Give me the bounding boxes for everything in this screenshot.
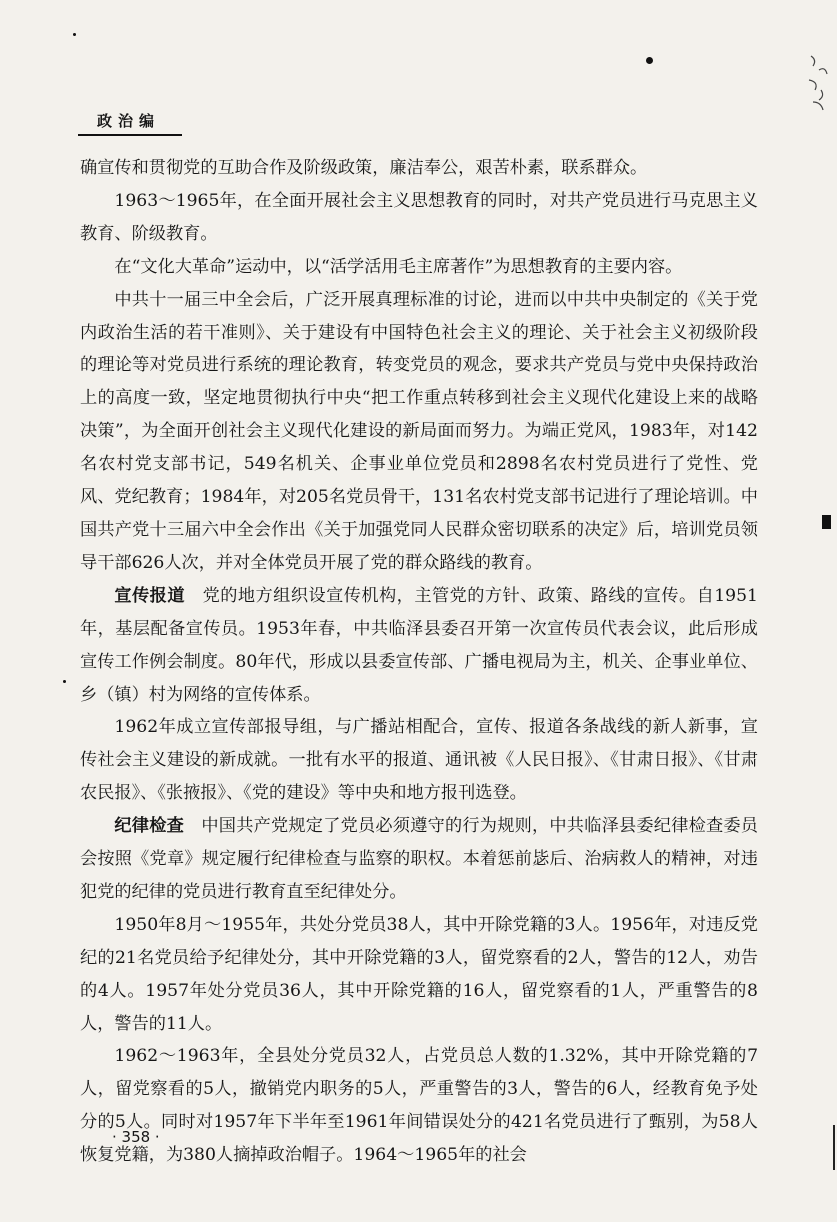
paragraph — [80, 284, 758, 580]
section-heading: 纪律检查 — [114, 816, 184, 837]
scan-edge — [833, 1125, 835, 1170]
paragraph — [80, 1040, 758, 1172]
paragraph-text: 1962～1963年，全县处分党员32人，占党员总人数的1.32%，其中开除党籍的7人，留党察看的5人，撤销党内职务的5人，严重警告的3人，警告的6人，经教育免予处分的5人。同时对1957年下半年至1961年间错误处分的421名党员进行了甄别，为58人恢复党籍，为380人摘掉政治帽子。1964～1965年的社会 — [80, 1046, 758, 1166]
scan-speck — [63, 680, 66, 683]
paragraph-text: 中国共产党规定了党员必须遵守的行为规则，中共临泽县委纪律检查委员会按照《党章》规定履行纪律检查与监察的职权。本着惩前毖后、治病救人的精神，对违犯党的纪律的党员进行教育直至纪律处分。 — [80, 816, 758, 902]
scan-speck — [73, 33, 76, 36]
page-number: · 358 · — [112, 1128, 160, 1146]
paragraph — [80, 810, 758, 909]
paragraph-text: 1963～1965年，在全面开展社会主义思想教育的同时，对共产党员进行马克思主义教育、阶级教育。 — [80, 190, 758, 244]
scan-mark — [822, 515, 831, 529]
paragraph — [80, 909, 758, 1041]
scan-speck — [646, 57, 653, 64]
paragraph — [80, 185, 758, 251]
paragraph — [80, 251, 758, 284]
body-text — [80, 152, 758, 1172]
paragraph-text: 1950年8月～1955年，共处分党员38人，其中开除党籍的3人。1956年，对违反党纪的21名党员给予纪律处分，其中开除党籍的3人，留党察看的2人，警告的12人，劝告的4人。1957年处分党员36人，其中开除党籍的16人，留党察看的1人，严重警告的8人，警告的11人。 — [80, 914, 758, 1034]
paragraph-text: 中共十一届三中全会后，广泛开展真理标准的讨论，进而以中共中央制定的《关于党内政治生活的若干准则》、关于建设有中国特色社会主义的理论、关于社会主义初级阶段的理论等对党员进行系统的理论教育，转变党员的观念，要求共产党员与党中央保持政治上的高度一致，坚定地贯彻执行中央“把工作重点转移到社会主义现代化建设上来的战略决策”，为全面开创社会主义现代化建设的新局面而努力。为端正党风，1983年，对142名农村党支部书记，549名机关、企事业单位党员和2898名农村党员进行了党性、党风、党纪教育；1984年，对205名党员骨干，131名农村党支部书记进行了理论培训。中国共产党十三届六中全会作出《关于加强党同人民群众密切联系的决定》后，培训党员领导干部626人次，并对全体党员开展了党的群众路线的教育。 — [80, 289, 758, 573]
paragraph — [80, 711, 758, 810]
paragraph-text: 1962年成立宣传部报导组，与广播站相配合，宣传、报道各条战线的新人新事，宣传社会主义建设的新成就。一批有水平的报道、通讯被《人民日报》、《甘肃日报》、《甘肃农民报》、《张掖报》、《党的建设》等中央和地方报刊选登。 — [80, 717, 758, 804]
paragraph-text: 在“文化大革命”运动中，以“活学活用毛主席著作”为思想教育的主要内容。 — [114, 256, 683, 277]
paragraph-text: 确宣传和贯彻党的互助合作及阶级政策，廉洁奉公，艰苦朴素，联系群众。 — [80, 158, 648, 178]
section-heading: 宣传报道 — [114, 585, 185, 606]
paragraph-text: 党的地方组织设宣传机构，主管党的方针、政策、路线的宣传。自1951年，基层配备宣传员。1953年春，中共临泽县委召开第一次宣传员代表会议，此后形成宣传工作例会制度。80年代，形成以县委宣传部、广播电视局为主，机关、企事业单位、乡（镇）村为网络的宣传体系。 — [80, 585, 758, 705]
paragraph — [80, 580, 758, 712]
header-rule — [78, 134, 182, 136]
margin-scribble-icon — [805, 50, 833, 120]
section-header: 政治编 — [97, 112, 161, 130]
paragraph — [80, 152, 758, 185]
